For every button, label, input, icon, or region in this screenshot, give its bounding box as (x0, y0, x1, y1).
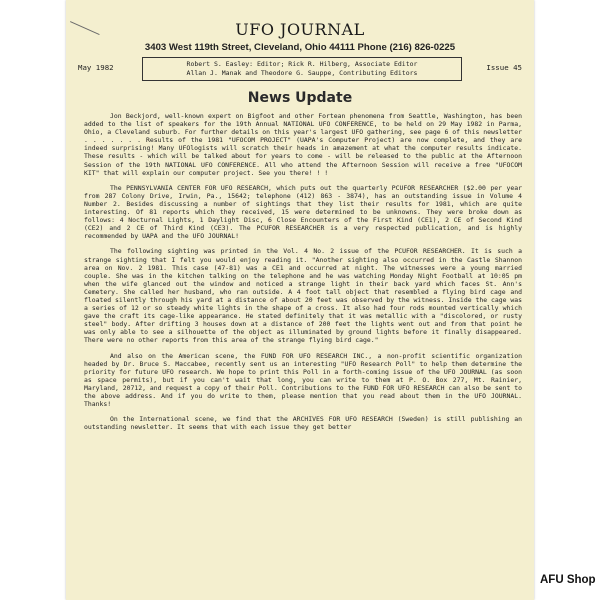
article-paragraph: And also on the American scene, the FUND FOR UFO RESEARCH INC., a non-profit scientific organization headed by Dr. Bruce S. Maccabee, recently sent us an interesting "UFO Research Poll" to help them determine the priority for future UFO research. We hope to print this Poll in a forth-coming issue of the UFO JOURNAL (as soon as space permits), but if you can't wait that long, you can write to them at P. O. Box 277, Mt. Rainier, Maryland, 20712, and request a copy of their Poll. Contributions to the FUND FOR UFO RESEARCH can also be sent to the above address. And if you do write to them, please mention that you read about them in the UFO JOURNAL. Thanks! (84, 351, 522, 409)
editor-bar (78, 57, 522, 81)
editor-credits-line: Allan J. Manak and Theodore G. Sauppe, Contributing Editors (186, 69, 418, 77)
shop-watermark-label: AFU Shop (540, 574, 596, 586)
newsletter-page (66, 0, 534, 600)
masthead (66, 20, 534, 53)
editor-credits-box (142, 57, 462, 81)
section-headline: News Update (247, 90, 353, 106)
article-paragraph: The PENNSYLVANIA CENTER FOR UFO RESEARCH, which puts out the quarterly PCUFOR RESEARCHER ($2.00 per year from 287 Colony Drive, Irwin, Pa., 15642; telephone (412) 863 - 3874), has an outstanding issue in Volume 4 Number 2. Besides discussing a number of sightings that they list their results for 1981, which are quite interesting. Of 81 reports which they received, 15 were determined to be unknowns. They were broke down as follows: 4 Nocturnal Lights, 1 Daylight Disc, 6 Close Encounters of the First Kind (CE1), 2 CE of Second Kind (CE2) and 2 CE of Third Kind (CE3). The PCUFOR RESEARCHER is a very respected publication, and is highly recommended by UAPA and the UFO JOURNAL! (84, 183, 522, 241)
article-body (84, 112, 522, 438)
editor-credits-line: Robert S. Easley: Editor; Rick R. Hilberg, Associate Editor (186, 60, 418, 68)
journal-address: 3403 West 119th Street, Cleveland, Ohio 44111 Phone (216) 826-0225 (144, 42, 456, 53)
article-paragraph: Jon Beckjord, well-known expert on Bigfoot and other Fortean phenomena from Seattle, Washington, has been added to the list of speakers for the 19th Annual NATIONAL UFO CONFERENCE, to be held on 29 May 1982 in Parma, Ohio, a Cleveland suburb. For further details on this year's largest UFO gathering, see page 6 of this newsletter . . . . . . . Results of the 1981 "UFOCOM PROJECT" (UAPA's Computer Project) are now complete, and they are indeed surprising! Many UFOlogists will scratch their heads in amazement at what the computer results indicate. These results - which will be talked about for years to come - will be released to the public at the Afternoon Session of the 19th NATIONAL UFO CONFERENCE. All who attend the Afternoon Session will receive a free "UFOCOM KIT" that will explain our computer project. See you there! ! ! (84, 112, 522, 177)
article-paragraph: The following sighting was printed in the Vol. 4 No. 2 issue of the PCUFOR RESEARCHER. It is such a strange sighting that I felt you would enjoy reading it. "Another sighting also occurred in the Castle Shannon area on Nov. 2 1981. This case (47-81) was a CE1 and occurred at night. The witnesses were a young married couple. She was in the kitchen talking on the telephone and he was watching Monday Night Football at 10:05 pm when the wife glanced out the window and noticed a strange light in their back yard which faces St. Ann's Cemetery. She called her husband, who ran outside. A 4 foot tall object that resembled a flying bird cage and floated silently through his yard at a distance of about 20 feet was observed by the witness. Inside the cage was a series of 12 or so steady white lights in the shape of a cross. It also had four rods mounted vertically which gave the craft its cage-like appearance. He stated definitely that it was metallic with a "discolored, or rusty steel" body. After drifting 3 houses down at a distance of 200 feet the lights went out and from that point he was only able to see a silhouette of the object as illuminated by ground lights before it finally disappeared. There were no other reports from this area of the strange flying bird cage." (84, 247, 522, 345)
issue-date: May 1982 (78, 63, 114, 72)
article-paragraph: On the International scene, we find that the ARCHIVES FOR UFO RESEARCH (Sweden) is still publishing an outstanding newsletter. It seems that with each issue they get better (84, 415, 522, 432)
issue-number: Issue 45 (486, 63, 522, 72)
journal-title: UFO JOURNAL (235, 20, 365, 39)
